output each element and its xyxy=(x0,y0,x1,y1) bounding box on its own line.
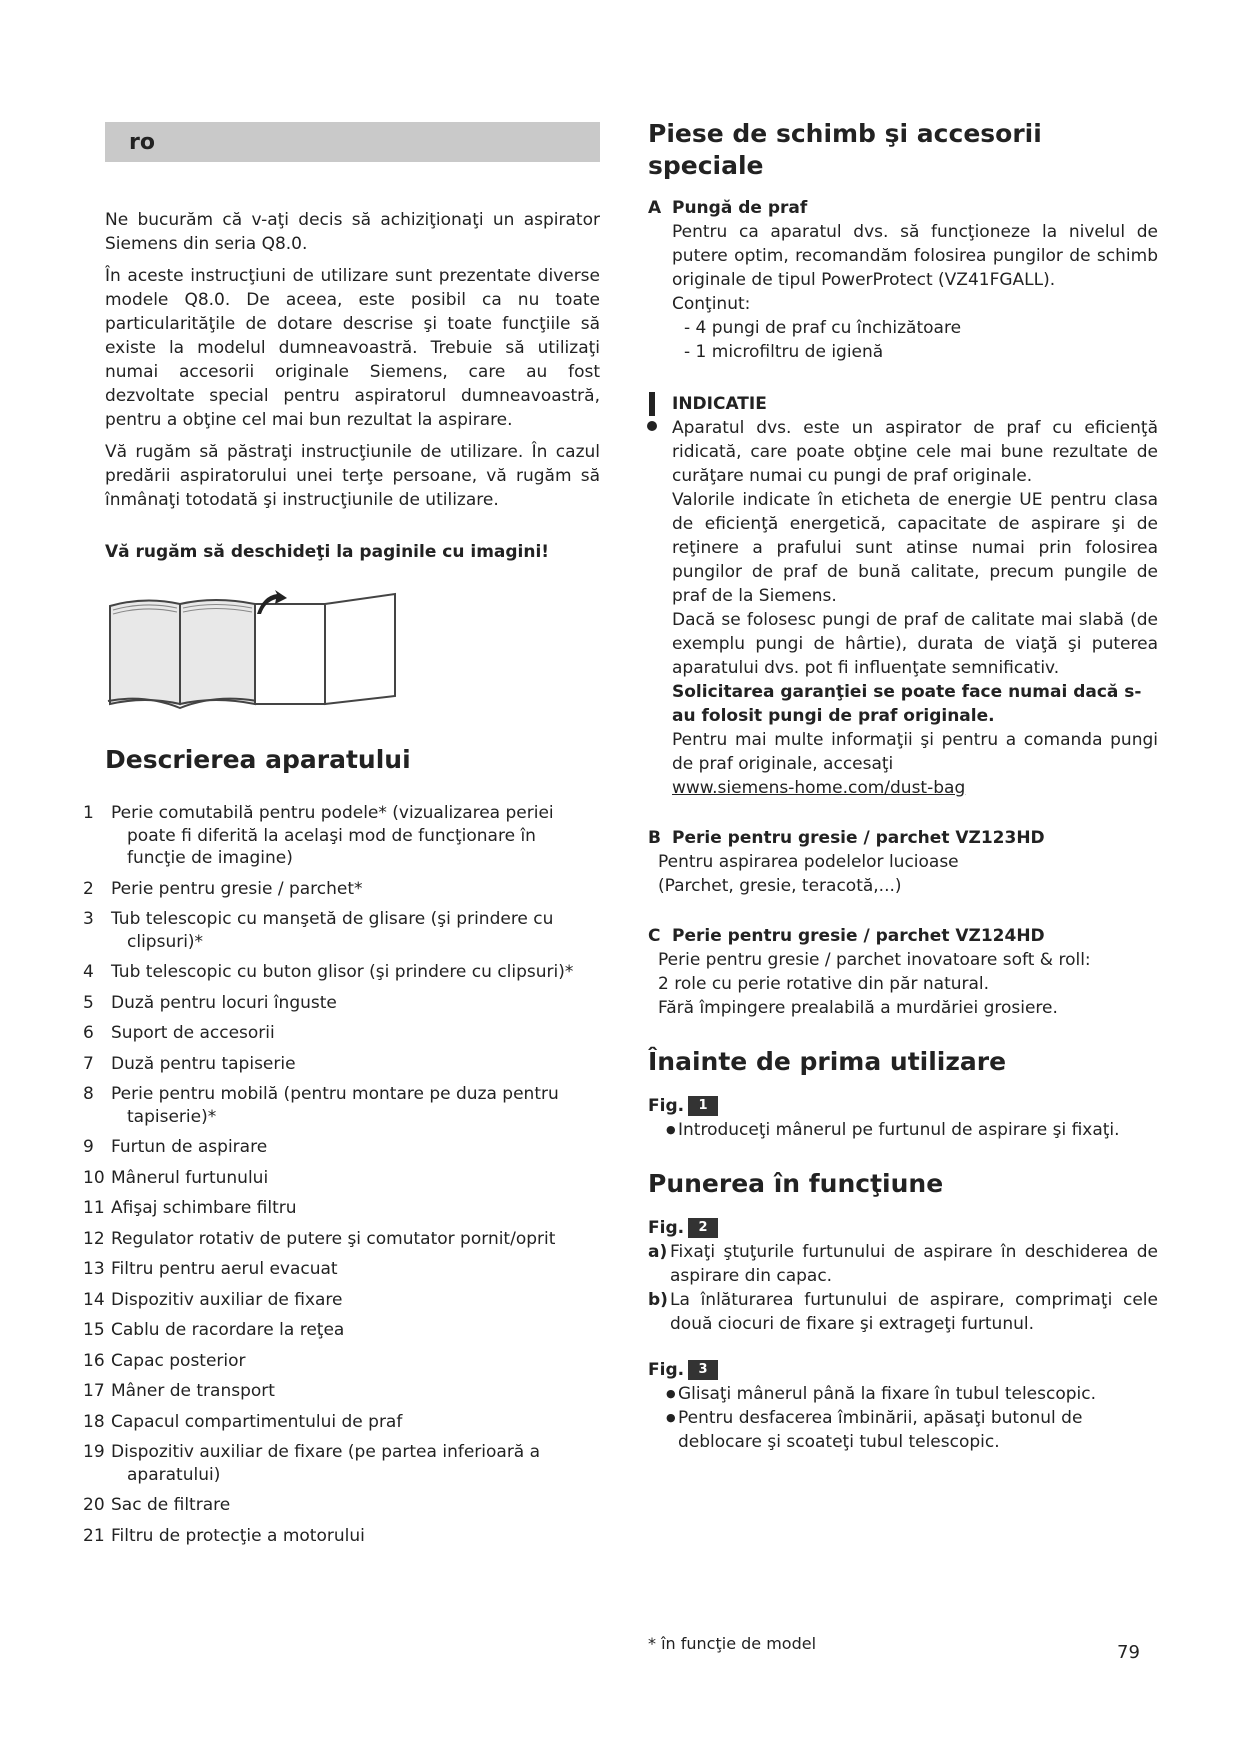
section-c-heading: C Perie pentru gresie / parchet VZ124HD xyxy=(648,926,1045,946)
language-bar xyxy=(105,122,600,162)
section-c xyxy=(648,924,1158,1020)
fig-2-badge: 2 xyxy=(688,1218,718,1238)
section-a-text: Pentru ca aparatul dvs. să funcţioneze la nivelul de putere optim, recomandăm folosirea pungilor de schimb originale de tipul PowerProtect (VZ41FGALL). xyxy=(672,222,1158,290)
fig-1-label: Fig. 1 xyxy=(648,1094,1158,1118)
list-item: 18 Capacul compartimentului de praf xyxy=(83,1411,403,1432)
section-c-line-3: Fără împingere prealabilă a murdăriei grosiere. xyxy=(658,998,1058,1018)
list-item: 4 Tub telescopic cu buton glisor (şi prindere cu clipsuri)* xyxy=(83,962,574,982)
startup-bullet-1: ● Glisaţi mânerul până la fixare în tubul telescopic. xyxy=(648,1382,1158,1406)
section-b-heading: B Perie pentru gresie / parchet VZ123HD xyxy=(648,828,1045,848)
intro-paragraph-3: Vă rugăm să păstraţi instrucţiunile de utilizare. În cazul predării aspiratorului unei terţe persoane, vă rugăm să înmânaţi totodată şi instrucţiunile de utilizare. xyxy=(105,442,600,510)
section-c-line-1: Perie pentru gresie / parchet inovatoare soft & roll: xyxy=(658,950,1091,970)
note-section xyxy=(648,392,1158,800)
exclamation-icon xyxy=(646,392,658,432)
section-c-line-2: 2 role cu perie rotative din păr natural. xyxy=(658,974,990,994)
step-b: b) La înlăturarea furtunului de aspirare, comprimaţi cele două ciocuri de fixare şi extrageţi furtunul. xyxy=(648,1290,1158,1334)
list-item: 3 Tub telescopic cu manşetă de glisare (şi prindere cu clipsuri)* xyxy=(83,909,554,952)
section-b xyxy=(648,826,1158,898)
section-b-line-1: Pentru aspirarea podelelor lucioase xyxy=(658,852,959,872)
note-paragraph-1: Aparatul dvs. este un aspirator de praf cu eficienţă ridicată, care poate obţine cele mai bune rezultate de curăţare numai cu pungi de praf originale. xyxy=(672,418,1158,486)
startup-bullet-2: ● Pentru desfacerea îmbinării, apăsaţi butonul de deblocare şi scoateţi tubul telescopic. xyxy=(648,1406,1158,1454)
list-item: 15 Cablu de racordare la reţea xyxy=(83,1320,345,1340)
intro-paragraph-2: În aceste instrucţiuni de utilizare sunt prezentate diverse modele Q8.0. De aceea, este posibil ca nu toate particularităţile de dotare descrise şi toate funcţiile să existe la modelul dumneavoastră. Trebuie să utilizaţi numai accesorii originale Siemens, care au fost dezvoltate special pentru aspiratorul dumneavoastră, pentru a obţine cel mai bun rezultat la aspirare. xyxy=(105,266,600,430)
note-paragraph-3: Dacă se folosesc pungi de praf de calitate mai slabă (de exemplu pungi de hârtie), durata de viaţă şi puterea aparatului dvs. pot fi influenţate semnificativ. xyxy=(672,610,1158,678)
fig-3-label: Fig. 3 xyxy=(648,1358,1158,1382)
open-pages-instruction: Vă rugăm să deschideţi la paginile cu imagini! xyxy=(105,542,550,562)
fig-3-badge: 3 xyxy=(688,1360,718,1380)
section-a xyxy=(648,196,1158,364)
list-item: 10 Mânerul furtunului xyxy=(83,1167,269,1188)
first-use-title: Înainte de prima utilizare xyxy=(648,1047,1007,1076)
list-item: 8 Perie pentru mobilă (pentru montare pe duza pentru tapiserie)* xyxy=(83,1084,559,1127)
language-code: ro xyxy=(129,129,155,155)
list-item: 2 Perie pentru gresie / parchet* xyxy=(83,878,363,899)
list-item: 6 Suport de accesorii xyxy=(83,1023,275,1043)
description-title: Descrierea aparatului xyxy=(105,745,411,774)
section-a-item-1: - 4 pungi de praf cu închizătoare xyxy=(684,318,962,338)
list-item: 20 Sac de filtrare xyxy=(83,1495,231,1515)
intro-paragraph-1: Ne bucurăm că v-aţi decis să achiziţionaţi un aspirator Siemens din seria Q8.0. xyxy=(105,210,600,254)
spares-title: Piese de schimb şi accesorii speciale xyxy=(648,119,1042,180)
intro-section xyxy=(105,208,600,512)
list-item: 12 Regulator rotativ de putere şi comutator pornit/oprit xyxy=(83,1228,556,1249)
section-a-content-label: Conţinut: xyxy=(672,294,751,314)
left-column xyxy=(83,122,600,1555)
open-book-illustration xyxy=(105,586,415,716)
list-item: 1 Perie comutabilă pentru podele* (vizualizarea periei poate fi diferită la acelaşi mod de funcţionare în funcţie de imagine) xyxy=(83,803,554,868)
note-warranty: Solicitarea garanţiei se poate face numai dacă s-au folosit pungi de praf originale. xyxy=(672,682,1142,726)
list-item: 14 Dispozitiv auxiliar de fixare xyxy=(83,1289,343,1310)
page-number: 79 xyxy=(1117,1642,1140,1663)
list-item: 17 Mâner de transport xyxy=(83,1381,275,1401)
step-a: a) Fixaţi ştuţurile furtunului de aspirare în deschiderea de aspirare din capac. xyxy=(648,1242,1158,1286)
note-paragraph-4: Pentru mai multe informaţii şi pentru a comanda pungi de praf originale, accesaţi xyxy=(672,730,1158,774)
list-item: 13 Filtru pentru aerul evacuat xyxy=(83,1259,338,1279)
section-a-heading: A Pungă de praf xyxy=(648,198,808,218)
list-item: 19 Dispozitiv auxiliar de fixare (pe partea inferioară a aparatului) xyxy=(83,1442,541,1485)
list-item: 16 Capac posterior xyxy=(83,1350,246,1371)
list-item: 21 Filtru de protecţie a motorului xyxy=(83,1525,365,1546)
note-paragraph-2: Valorile indicate în eticheta de energie UE pentru clasa de eficienţă energetică, capacitate de aspirare şi de reţinere a prafului sunt atinse numai prin folosirea pungilor de praf de bună calitate, precum pungile de praf de la Siemens. xyxy=(672,490,1158,606)
startup-title: Punerea în funcţiune xyxy=(648,1169,944,1198)
fig-1-badge: 1 xyxy=(688,1096,718,1116)
parts-list xyxy=(83,802,600,1547)
section-b-line-2: (Parchet, gresie, teracotă,...) xyxy=(658,876,902,896)
dust-bag-link[interactable]: www.siemens-home.com/dust-bag xyxy=(672,778,966,798)
footnote: * în funcţie de model xyxy=(648,1634,817,1653)
section-a-item-2: - 1 microfiltru de igienă xyxy=(684,342,884,362)
list-item: 7 Duză pentru tapiserie xyxy=(83,1053,296,1074)
list-item: 5 Duză pentru locuri înguste xyxy=(83,992,337,1013)
right-column xyxy=(648,118,1158,1454)
list-item: 9 Furtun de aspirare xyxy=(83,1137,268,1157)
list-item: 11 Afişaj schimbare filtru xyxy=(83,1198,297,1218)
fig-2-label: Fig. 2 xyxy=(648,1216,1158,1240)
first-use-bullet-1: ● Introduceţi mânerul pe furtunul de aspirare şi fixaţi. xyxy=(648,1118,1158,1142)
note-title: INDICATIE xyxy=(672,394,767,414)
